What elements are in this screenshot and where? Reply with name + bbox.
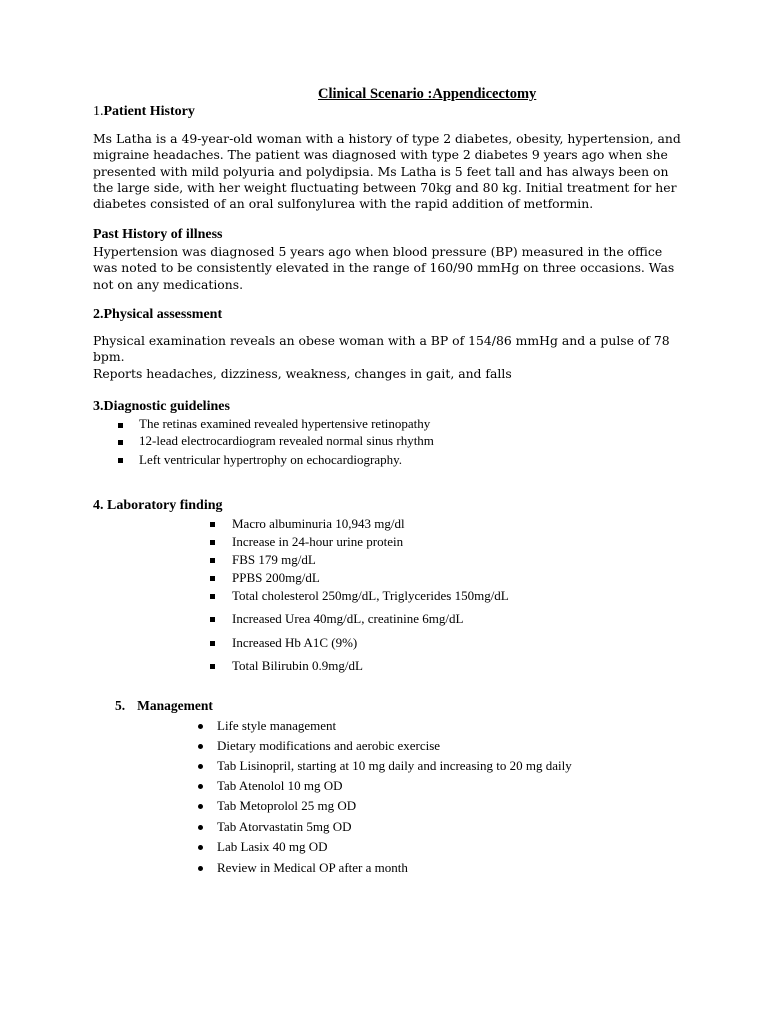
list-item: Tab Atenolol 10 mg OD (217, 778, 343, 793)
patient-history-paragraph (93, 131, 681, 212)
list-item: Tab Lisinopril, starting at 10 mg daily and increasing to 20 mg daily (217, 758, 572, 773)
list-item: Life style management (217, 718, 337, 733)
paragraph-line: bpm. (93, 349, 125, 365)
paragraph-line: migraine headaches. The patient was diagnosed with type 2 diabetes 9 years ago when she (93, 147, 668, 163)
square-bullet-icon (210, 594, 215, 599)
list-item: Increase in 24-hour urine protein (232, 534, 404, 549)
section-heading-text: Patient History (103, 104, 195, 119)
paragraph-line: Ms Latha is a 49-year-old woman with a history of type 2 diabetes, obesity, hypertension, and (93, 131, 681, 146)
past-history-paragraph (93, 244, 674, 293)
paragraph-line: Reports headaches, dizziness, weakness, changes in gait, and falls (93, 365, 512, 381)
round-bullet-icon (198, 866, 203, 871)
list-item: Tab Metoprolol 25 mg OD (217, 798, 357, 813)
paragraph-line: presented with mild polyuria and polydipsia. Ms Latha is 5 feet tall and has always been on (93, 163, 669, 179)
square-bullet-icon (118, 458, 123, 463)
square-bullet-icon (118, 423, 123, 428)
list-item: Review in Medical OP after a month (217, 860, 408, 875)
list-item: Tab Atorvastatin 5mg OD (217, 819, 352, 834)
list-item: PPBS 200mg/dL (232, 570, 320, 585)
round-bullet-icon (198, 724, 203, 729)
paragraph-line: not on any medications. (93, 276, 244, 292)
section-number: 1. (93, 104, 104, 119)
round-bullet-icon (198, 845, 203, 850)
management-heading (115, 698, 213, 714)
list-item: Increased Urea 40mg/dL, creatinine 6mg/dL (232, 611, 464, 626)
paragraph-line: Physical examination reveals an obese woman with a BP of 154/86 mmHg and a pulse of 78 (93, 333, 670, 348)
paragraph-line: diabetes consisted of an oral sulfonylurea with the rapid addition of metformin. (93, 196, 594, 212)
round-bullet-icon (198, 825, 203, 830)
physical-assessment-paragraph (93, 333, 670, 382)
square-bullet-icon (210, 576, 215, 581)
past-history-heading: Past History of illness (93, 227, 223, 242)
list-item: The retinas examined revealed hypertensive retinopathy (139, 416, 431, 431)
patient-history-heading (93, 104, 195, 120)
round-bullet-icon (198, 764, 203, 769)
square-bullet-icon (210, 540, 215, 545)
paragraph-line: Hypertension was diagnosed 5 years ago when blood pressure (BP) measured in the office (93, 244, 663, 259)
list-item: Lab Lasix 40 mg OD (217, 839, 328, 854)
square-bullet-icon (210, 641, 215, 646)
section-heading-text: Management (137, 698, 213, 713)
laboratory-finding-heading: 4. Laboratory finding (93, 498, 223, 513)
document-title: Clinical Scenario :Appendicectomy (318, 86, 537, 102)
square-bullet-icon (210, 558, 215, 563)
round-bullet-icon (198, 744, 203, 749)
list-item: Increased Hb A1C (9%) (232, 635, 358, 650)
physical-assessment-heading: 2.Physical assessment (93, 307, 223, 322)
round-bullet-icon (198, 784, 203, 789)
paragraph-line: the large side, with her weight fluctuating between 70kg and 80 kg. Initial treatment for her (93, 179, 677, 195)
square-bullet-icon (210, 617, 215, 622)
round-bullet-icon (198, 804, 203, 809)
list-item: FBS 179 mg/dL (232, 552, 316, 567)
square-bullet-icon (118, 440, 123, 445)
list-item: Total cholesterol 250mg/dL, Triglycerides 150mg/dL (232, 588, 509, 603)
list-item: Left ventricular hypertrophy on echocardiography. (139, 452, 403, 467)
square-bullet-icon (210, 522, 215, 527)
list-item: Macro albuminuria 10,943 mg/dl (232, 516, 405, 531)
diagnostic-guidelines-heading: 3.Diagnostic guidelines (93, 399, 230, 414)
list-item: 12-lead electrocardiogram revealed normal sinus rhythm (139, 433, 434, 448)
list-item: Dietary modifications and aerobic exercise (217, 738, 441, 753)
list-item: Total Bilirubin 0.9mg/dL (232, 658, 363, 673)
square-bullet-icon (210, 664, 215, 669)
paragraph-line: was noted to be consistently elevated in the range of 160/90 mmHg on three occasions. Was (93, 260, 675, 276)
section-number: 5. (115, 698, 126, 713)
